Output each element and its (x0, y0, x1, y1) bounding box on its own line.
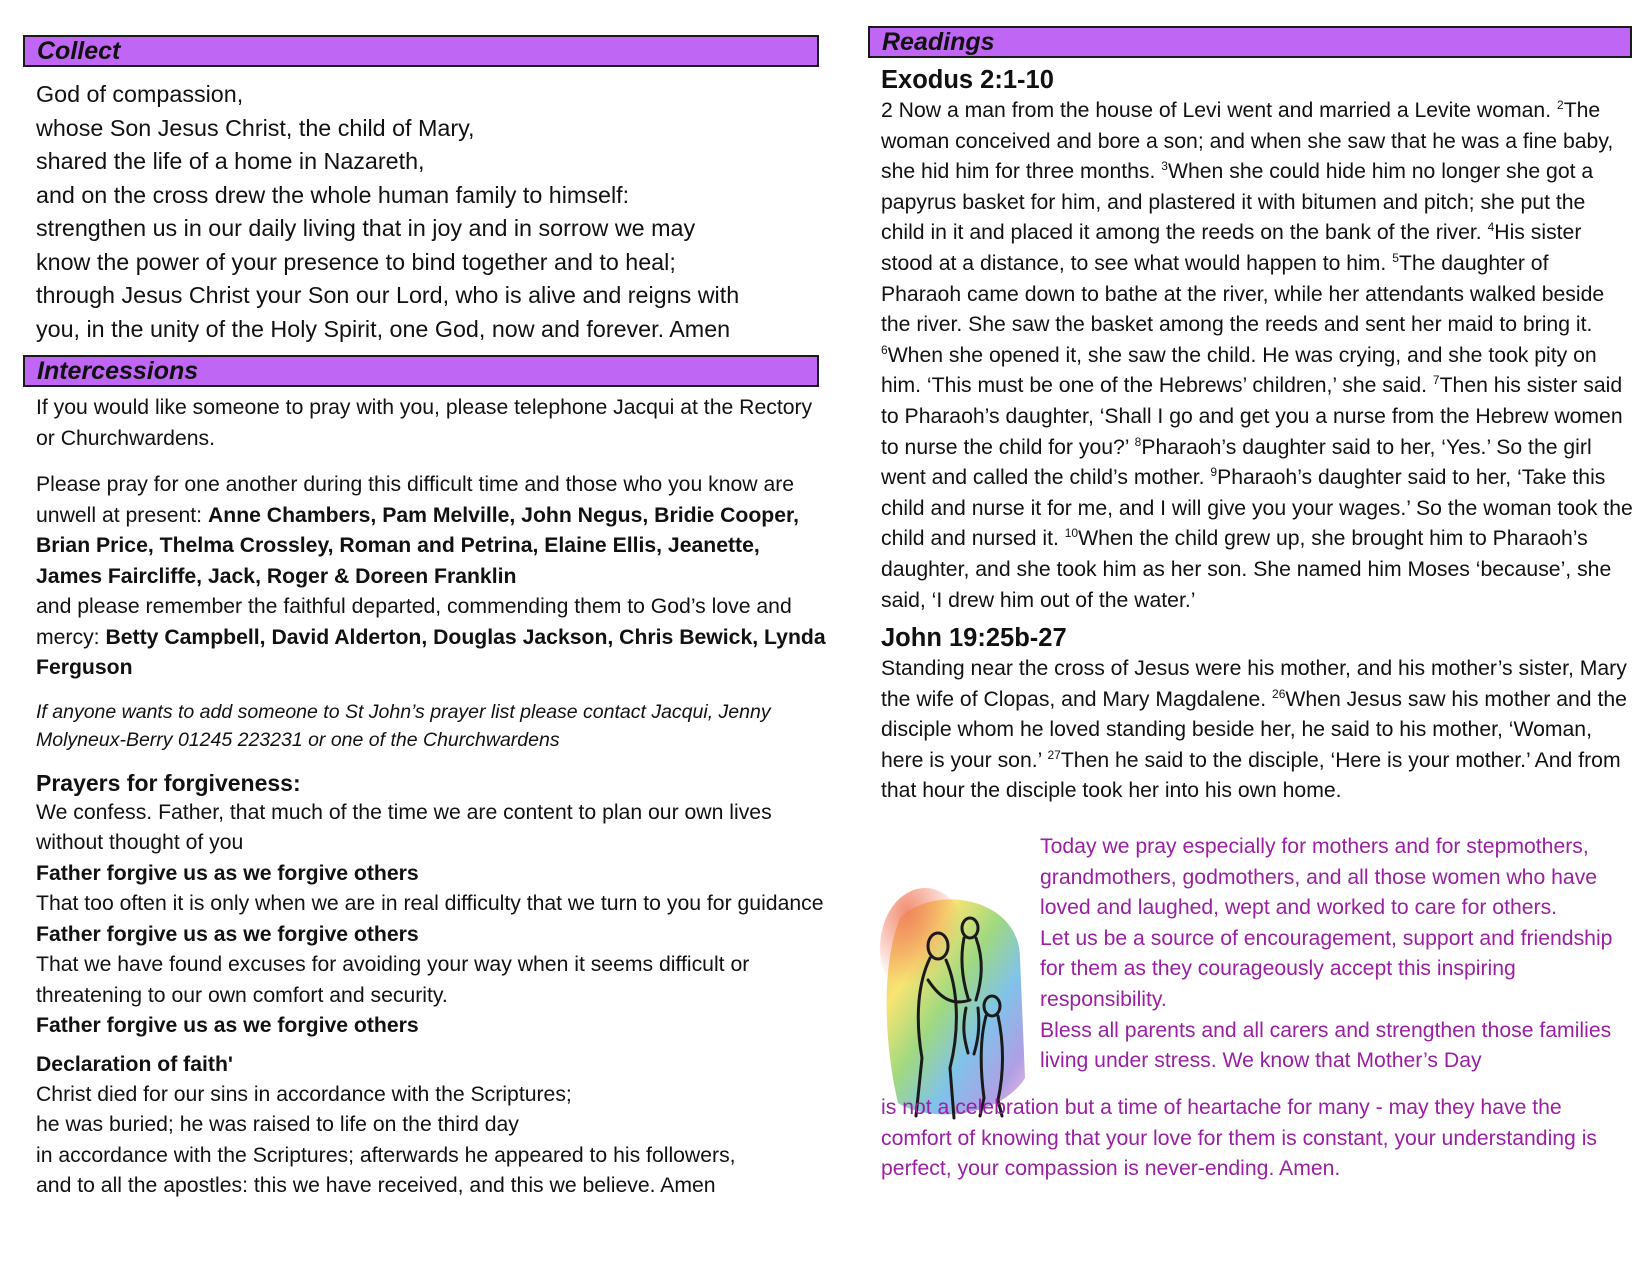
verse-number: 9 (1210, 465, 1218, 480)
verse-27: Then he said to the disciple, ‘Here is your mother.’ And from that hour the disciple took her into his own home. (881, 748, 1621, 803)
collect-line: you, in the unity of the Holy Spirit, one God, now and forever. Amen (36, 315, 731, 342)
unwell-prefix: Please pray for one another during this difficult time and those who you know are unwell at present: (36, 473, 795, 527)
mothers-prayer-p3b: is not a celebration but a time of heartache for many - may they have the comfort of knowing that your love for them is constant, your understanding is perfect, your compassion is never-ending. Amen. (881, 1096, 1598, 1181)
collect-line: God of compassion, (36, 81, 244, 107)
declaration-line: in accordance with the Scriptures; afterwards he appeared to his followers, (36, 1143, 736, 1167)
departed-prefix: and please remember the faithful departed, commending them to God’s love and mercy: (36, 595, 792, 649)
verse-number: 26 (1272, 686, 1286, 701)
intercessions-intro: If you would like someone to pray with you, please telephone Jacqui at the Rectory or Churchwardens. (36, 396, 813, 450)
forgiveness-text: That we have found excuses for avoiding your way when it seems difficult or threatening to our own comfort and security. (36, 953, 750, 1007)
intercessions-departed (36, 592, 826, 684)
exodus-text (881, 96, 1633, 616)
verse-number: 27 (1047, 747, 1061, 762)
mothers-prayer-bottom (881, 1093, 1621, 1185)
declaration-heading: Declaration of faith' (36, 1052, 233, 1076)
verse-number: 7 (1432, 373, 1440, 388)
unwell-names: Anne Chambers, Pam Melville, John Negus, Bridie Cooper, Brian Price, Thelma Crossley, Roman and Petrina, Elaine Ellis, Jeanette, James Faircliffe, Jack, Roger & Doreen Franklin (36, 503, 799, 588)
collect-line: know the power of your presence to bind together and to heal; (36, 248, 676, 275)
collect-line: through Jesus Christ your Son our Lord, who is alive and reigns with (36, 282, 740, 308)
verse-1: 2 Now a man from the house of Levi went and married a Levite woman. (881, 99, 1552, 122)
verse-number: 6 (881, 342, 888, 357)
verse-7: Then his sister said to Pharaoh’s daughter, ‘Shall I go and get you a nurse from the Hebrew women to nurse the child for you?’ (881, 374, 1623, 459)
mothers-prayer-p2: Let us be a source of encouragement, support and friendship for them as they courageously accept this inspiring responsibility. (1040, 926, 1613, 1011)
verse-26: When Jesus saw his mother and the disciple whom he loved standing beside her, he said to his mother, ‘Woman, here is your son.’ (881, 687, 1627, 772)
verse-number: 8 (1134, 434, 1142, 449)
forgiveness-response: Father forgive us as we forgive others (36, 1014, 419, 1037)
verse-6: When she opened it, she saw the child. He was crying, and she took pity on him. ‘This must be one of the Hebrews’ children,’ she said. (881, 343, 1597, 398)
verse-10: When the child grew up, she brought him to Pharaoh’s daughter, and she took him as her son. She named him Moses ‘because’, she said, ‘I drew him out of the water.’ (881, 527, 1612, 612)
verse-2: The woman conceived and bore a son; and when she saw that he was a fine baby, she hid him for three months. (881, 99, 1614, 184)
verse-number: 10 (1064, 526, 1079, 541)
verse-8: Pharaoh’s daughter said to her, ‘Yes.’ So the girl went and called the child’s mother. (881, 435, 1592, 490)
verse-9: Pharaoh’s daughter said to her, ‘Take this child and nurse it for me, and I will give you your wages.’ So the woman took the child and nursed it. (881, 466, 1633, 551)
intercessions-unwell (36, 470, 826, 592)
collect-heading: Collect (23, 35, 819, 67)
john-title: John 19:25b-27 (881, 624, 1067, 653)
mothers-prayer-p3a: Bless all parents and all carers and strengthen those families living under stress. We know that Mother’s Day (1040, 1018, 1612, 1073)
verse-5: The daughter of Pharaoh came down to bathe at the river, while her attendants walked beside the river. She saw the basket among the reeds and sent her maid to bring it. (881, 251, 1605, 337)
declaration-text (36, 1080, 826, 1202)
collect-line: strengthen us in our daily living that in joy and in sorrow we may (36, 215, 696, 241)
john-text (881, 654, 1633, 807)
forgiveness-heading: Prayers for forgiveness: (36, 769, 301, 796)
forgiveness-response: Father forgive us as we forgive others (36, 861, 419, 885)
verse-4: His sister stood at a distance, to see what would happen to him. (881, 221, 1582, 275)
declaration-line: Christ died for our sins in accordance with the Scriptures; (36, 1082, 572, 1106)
declaration-line: and to all the apostles: this we have received, and this we believe. Amen (36, 1174, 716, 1197)
verse-number: 2 (1557, 98, 1564, 112)
verse-number: 3 (1161, 159, 1168, 174)
verse-25: Standing near the cross of Jesus were his mother, and his mother’s sister, Mary the wife of Clopas, and Mary Magdalene. (881, 657, 1627, 711)
intercessions-heading: Intercessions (23, 355, 819, 387)
mother-children-illustration (880, 888, 1030, 1128)
forgiveness-response: Father forgive us as we forgive others (36, 922, 419, 946)
collect-text (36, 78, 826, 346)
forgiveness-text: That too often it is only when we are in real difficulty that we turn to you for guidance (36, 892, 824, 915)
collect-line: whose Son Jesus Christ, the child of Mary, (36, 114, 475, 141)
readings-heading: Readings (868, 26, 1632, 58)
verse-number: 5 (1392, 250, 1399, 265)
declaration-line: he was buried; he was raised to life on the third day (36, 1113, 519, 1136)
prayer-list-contact-note: If anyone wants to add someone to St John’s prayer list please contact Jacqui, Jenny Molyneux-Berry 01245 223231 or one of the Churchwardens (36, 700, 771, 751)
mothers-prayer-p1: Today we pray especially for mothers and for stepmothers, grandmothers, godmothers, and all those women who have loved and laughed, wept and worked to care for others. (1040, 835, 1598, 920)
collect-line: and on the cross drew the whole human family to himself: (36, 181, 630, 208)
verse-number: 4 (1487, 220, 1495, 235)
collect-line: shared the life of a home in Nazareth, (36, 148, 425, 174)
departed-names: Betty Campbell, David Alderton, Douglas Jackson, Chris Bewick, Lynda Ferguson (36, 625, 826, 679)
forgiveness-text: We confess. Father, that much of the time we are content to plan our own lives without thought of you (36, 800, 772, 854)
mothers-prayer-top (1040, 832, 1620, 1077)
verse-3: When she could hide him no longer she got a papyrus basket for him, and plastered it with bitumen and pitch; she put the child in it and placed it among the reeds on the bank of the river. (881, 160, 1594, 245)
readings-body (881, 64, 1633, 807)
intercessions-body (36, 393, 826, 1202)
exodus-title: Exodus 2:1-10 (881, 66, 1054, 94)
